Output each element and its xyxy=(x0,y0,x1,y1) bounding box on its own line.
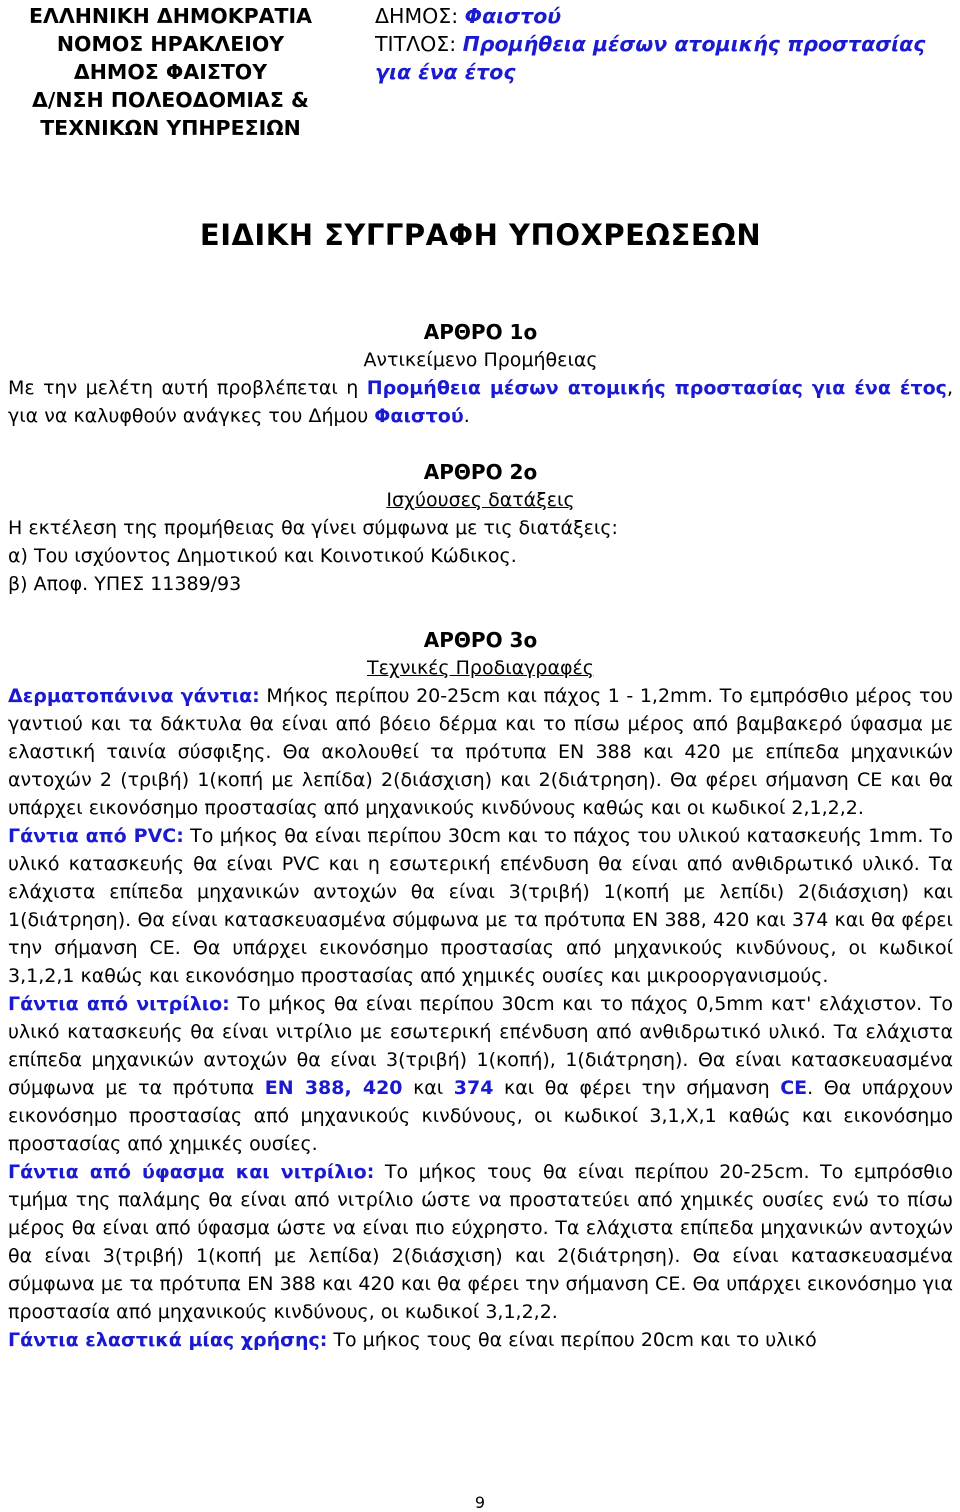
article-subtitle: Αντικείμενο Προμήθειας xyxy=(363,349,598,371)
authority-line: ΝΟΜΟΣ ΗΡΑΚΛΕΙΟΥ xyxy=(56,32,285,56)
title-value: Προμήθεια μέσων ατομικής προστασίας xyxy=(462,32,926,56)
project-name: Προμήθεια μέσων ατομικής προστασίας για ένα έτος xyxy=(366,377,947,399)
paragraph-text: , για να καλυφθούν ανάγκες του Δήμου xyxy=(8,377,953,427)
standard-code: 374 xyxy=(453,1077,494,1099)
article-1 xyxy=(8,318,953,430)
spec-text: Το μήκος τους θα είναι περίπου 20-25cm. Το εμπρόσθιο τμήμα της παλάμης θα είναι από νιτρίλιο ώστε να προστατεύει από χημικές ουσίες ενώ το πίσω μέρος θα είναι από ύφασμα ώστε να είναι πιο εύχρηστο. Τα ελάχιστα επίπεδα μηχανικών αντοχών θα είναι 3(τριβή) 1(κοπή με λεπίδα) 2(διάσχιση) και 2(διάτρηση). Θα είναι κατασκευασμένα σύμφωνα με τα πρότυπα EN 388 και 420 και θα φέρει την σήμανση CE. Θα υπάρχει εικονόσημο για προστασία από μηχανικούς κινδύνους, οι κωδικοί 3,1,2,2. xyxy=(8,1161,953,1323)
ce-marking: CE xyxy=(780,1077,808,1099)
paragraph-text: Με την μελέτη αυτή προβλέπεται η xyxy=(8,377,367,399)
spec-text: και θα φέρει την σήμανση xyxy=(493,1077,781,1099)
document-page xyxy=(8,0,953,1351)
spec-text: Το μήκος θα είναι περίπου 30cm και το πάχος 0,5mm κατ' ελάχιστον. Το υλικό κατασκευής θα είναι νιτρίλιο με εσωτερική επένδυση από ανθιδρωτικό υλικό. Τα ελάχιστα επίπεδα μηχανικών αντοχών θα είναι 3(τριβή) 1(κοπή), 1(διάτρηση). Θα είναι κατασκευασμένα σύμφωνα με τα πρότυπα xyxy=(8,993,953,1099)
title-label: ΤΙΤΛΟΣ: xyxy=(375,32,463,56)
paragraph-text: . xyxy=(463,405,470,427)
spec-text: Το μήκος τους θα είναι περίπου 20cm και το υλικό xyxy=(327,1329,817,1351)
article-heading: ΑΡΘΡΟ 3ο xyxy=(423,628,538,652)
municipality-label: ΔΗΜΟΣ: xyxy=(375,4,465,28)
authority-line: ΔΗΜΟΣ ΦΑΙΣΤΟΥ xyxy=(73,60,268,84)
article-paragraph xyxy=(8,374,953,430)
spec-label: Γάντια από νιτρίλιο: xyxy=(8,993,230,1015)
municipality-row xyxy=(375,2,955,30)
spec-text: . Θα υπάρχουν εικονόσημο προστασίας από μηχανικούς κινδύνους, οι κωδικοί 3,1,Χ,1 καθώς και εικονόσημο προστασίας από χημικές ουσίες. xyxy=(8,1077,953,1155)
spec-paragraph-pvc-gloves xyxy=(8,822,953,990)
municipality-value: Φαιστού xyxy=(464,4,562,28)
article-line: α) Του ισχύοντος Δημοτικού και Κοινοτικού Κώδικος. xyxy=(8,545,517,567)
spec-label: Γάντια από PVC: xyxy=(8,825,184,847)
article-line: β) Αποφ. ΥΠΕΣ 11389/93 xyxy=(8,573,242,595)
title-row xyxy=(375,30,955,58)
spec-paragraph-fabric-nitrile-gloves xyxy=(8,1158,953,1326)
document-title: ΕΙΔΙΚΗ ΣΥΓΓΡΑΦΗ ΥΠΟΧΡΕΩΣΕΩΝ xyxy=(199,218,762,252)
standard-code: 420 xyxy=(362,1077,403,1099)
spec-label: Δερματοπάνινα γάντια: xyxy=(8,685,260,707)
title-value-continued: για ένα έτος xyxy=(375,60,516,84)
article-2 xyxy=(8,458,953,598)
spec-text: και xyxy=(402,1077,454,1099)
spec-paragraph-leather-gloves xyxy=(8,682,953,822)
article-heading: ΑΡΘΡΟ 2ο xyxy=(423,460,538,484)
spec-text: Μήκος περίπου 20-25cm και πάχος 1 - 1,2mm. Το εμπρόσθιο μέρος του γαντιού και τα δάκτυλα θα είναι από βόειο δέρμα και το πίσω μέρος από βαμβακερό ύφασμα με ελαστική ταινία σύσφιξης. Θα ακολουθεί τα πρότυπα EN 388 και 420 με επίπεδα μηχανικών αντοχών 2 (τριβή) 1(κοπή με λεπίδα) 2(διάσχιση) και 2(διάτρηση). Θα φέρει σήμανση CE και θα υπάρχει εικονόσημο προστασίας από μηχανικούς κινδύνους καθώς και οι κωδικοί 2,1,2,2. xyxy=(8,685,953,819)
standard-code: EN 388 xyxy=(264,1077,345,1099)
spec-paragraph-nitrile-gloves xyxy=(8,990,953,1158)
authority-line: Δ/ΝΣΗ ΠΟΛΕΟΔΟΜΙΑΣ & xyxy=(32,88,309,112)
issuing-authority-block xyxy=(8,2,333,142)
spec-label: Γάντια ελαστικά μίας χρήσης: xyxy=(8,1329,328,1351)
authority-line: ΤΕΧΝΙΚΩΝ ΥΠΗΡΕΣΙΩΝ xyxy=(40,116,301,140)
municipality-name: Φαιστού xyxy=(374,405,464,427)
document-header xyxy=(8,0,953,140)
spec-text: , xyxy=(344,1077,363,1099)
article-subtitle: Ισχύουσες δατάξεις xyxy=(386,489,575,511)
article-line: Η εκτέλεση της προμήθειας θα γίνει σύμφωνα με τις διατάξεις: xyxy=(8,517,618,539)
spec-text: Το μήκος θα είναι περίπου 30cm και το πάχος του υλικού κατασκευής 1mm. Το υλικό κατασκευής θα είναι PVC και η εσωτερική επένδυση θα είναι από ανθιδρωτικό υλικό. Τα ελάχιστα επίπεδα μηχανικών αντοχών θα είναι 3(τριβή) 1(κοπή με λεπίδι) 2(διάσχιση) και 1(διάτρηση). Θα είναι κατασκευασμένα σύμφωνα με τα πρότυπα EN 388, 420 και 374 και θα φέρει την σήμανση CE. Θα υπάρχει εικονόσημο προστασίας από μηχανικούς κινδύνους, οι κωδικοί 3,1,2,1 καθώς και εικονόσημο προστασίας από χημικές ουσίες και μικροοργανισμούς. xyxy=(8,825,953,987)
authority-line: ΕΛΛΗΝΙΚΗ ΔΗΜΟΚΡΑΤΙΑ xyxy=(29,4,312,28)
spec-label: Γάντια από ύφασμα και νιτρίλιο: xyxy=(8,1161,375,1183)
article-subtitle: Τεχνικές Προδιαγραφές xyxy=(367,657,594,679)
spec-paragraph-disposable-gloves xyxy=(8,1326,953,1354)
page-number: 9 xyxy=(474,1493,486,1512)
project-info-block xyxy=(375,2,955,86)
article-heading: ΑΡΘΡΟ 1ο xyxy=(423,320,538,344)
article-3 xyxy=(8,626,953,1354)
